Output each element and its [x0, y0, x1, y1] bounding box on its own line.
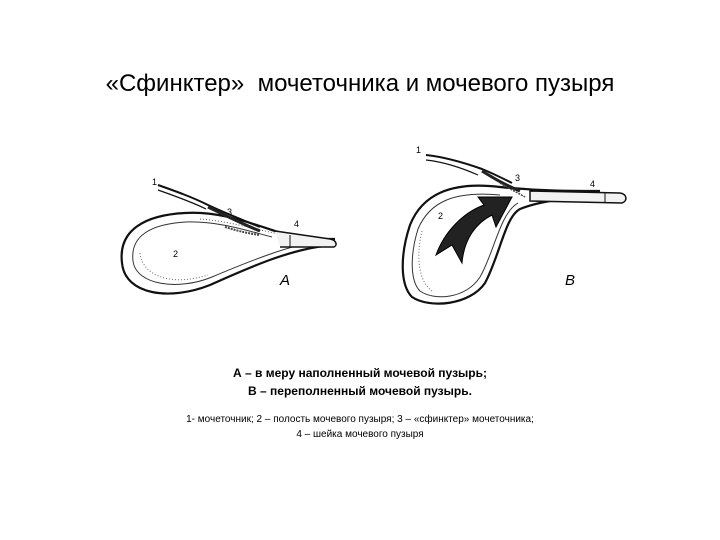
label-b-2: 2: [438, 211, 444, 221]
figure-legend: [0, 412, 720, 442]
label-a-4: 4: [294, 219, 300, 229]
label-b-3: 3: [515, 173, 521, 183]
legend-line-2: 4 – шейка мочевого пузыря: [296, 429, 424, 440]
label-b-1: 1: [416, 145, 422, 155]
slide-title: «Сфинктер» мочеточника и мочевого пузыря: [105, 70, 615, 97]
figure-letter-b: В: [565, 272, 576, 289]
figure-letter-a: А: [280, 272, 291, 289]
label-a-1: 1: [152, 177, 158, 187]
label-a-3: 3: [227, 207, 233, 217]
figure-caption: [0, 364, 720, 400]
label-a-2: 2: [173, 249, 179, 259]
bladder-neck-a: [275, 231, 336, 247]
caption-line-a: А – в меру наполненный мочевой пузырь;: [233, 366, 487, 380]
ureter-b: [426, 155, 512, 183]
caption-line-b: В – переполненный мочевой пузырь.: [248, 384, 472, 398]
bladder-figure: [100, 135, 660, 310]
bladder-neck-b: [530, 191, 626, 203]
bladder-diagram-a: [122, 177, 336, 294]
label-b-4: 4: [590, 179, 596, 189]
legend-line-1: 1- мочеточник; 2 – полость мочевого пузыря; 3 – «сфинктер» мочеточника;: [186, 414, 534, 425]
bladder-diagram-b: [403, 145, 626, 304]
